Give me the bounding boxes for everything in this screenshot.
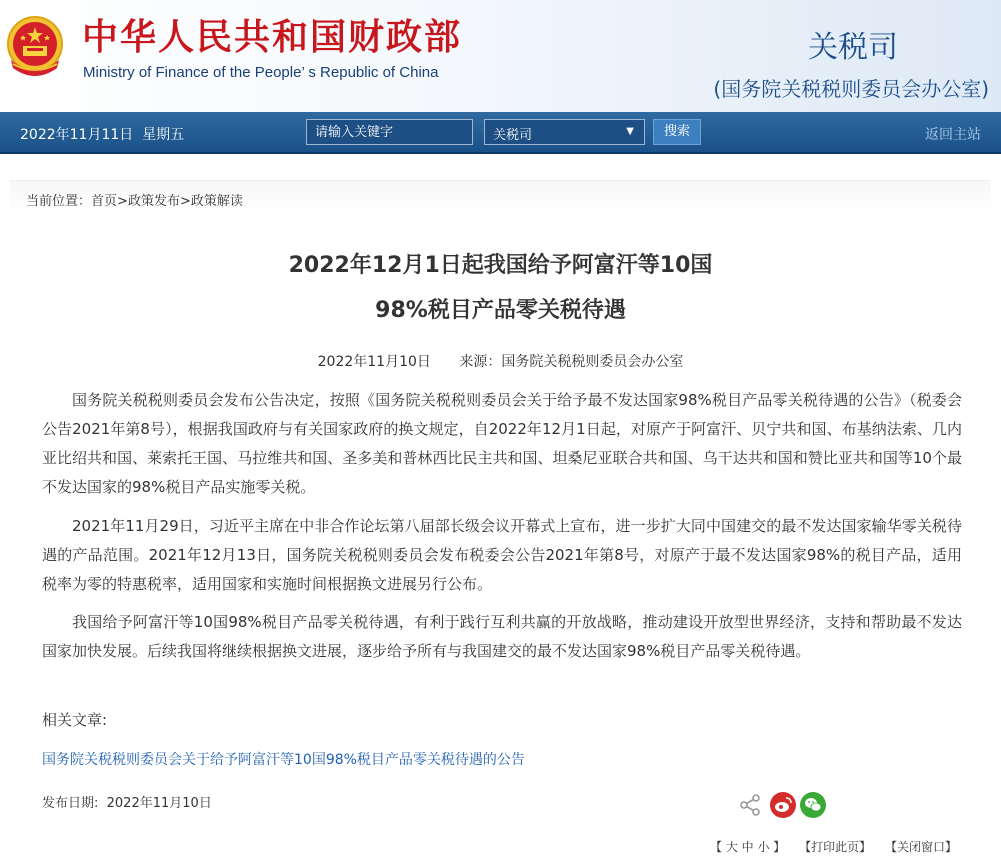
search-scope-value: 关税司 bbox=[493, 128, 533, 143]
article-title-line2: 98%税目产品零关税待遇 bbox=[375, 298, 626, 323]
breadcrumb-policy-release[interactable]: 政策发布 bbox=[127, 194, 180, 209]
page-tools bbox=[700, 838, 957, 855]
nav-bar bbox=[0, 112, 1001, 154]
font-size-toggle[interactable]: 【 大 中 小 】 bbox=[710, 840, 786, 854]
related-article-link[interactable]: 国务院关税税则委员会关于给予阿富汗等10国98%税目产品零关税待遇的公告 bbox=[42, 752, 525, 768]
weibo-share-icon[interactable] bbox=[770, 792, 796, 818]
site-header bbox=[0, 0, 1001, 112]
article-meta bbox=[0, 351, 1001, 371]
site-title-cn: 中华人民共和国财政部 bbox=[82, 17, 463, 58]
breadcrumb-home[interactable]: 首页 bbox=[91, 194, 118, 209]
article-source: 来源：国务院关税税则委员会办公室 bbox=[459, 354, 684, 370]
share-icon[interactable] bbox=[737, 792, 763, 818]
current-date: 2022年11月11日 星期五 bbox=[20, 127, 185, 143]
chevron-down-icon: ▼ bbox=[626, 126, 634, 137]
breadcrumb-label: 当前位置： bbox=[26, 194, 92, 209]
national-emblem-icon bbox=[3, 14, 67, 82]
article-title-line1: 2022年12月1日起我国给予阿富汗等10国 bbox=[288, 253, 713, 278]
department-subtitle: (国务院关税税则委员会办公室) bbox=[713, 77, 989, 101]
breadcrumb-policy-interpretation[interactable]: 政策解读 bbox=[190, 194, 243, 209]
article-date: 2022年11月10日 bbox=[317, 354, 431, 370]
home-link[interactable]: 返回主站 bbox=[925, 127, 981, 143]
breadcrumb-bar bbox=[10, 180, 991, 215]
article-paragraph: 国务院关税税则委员会发布公告决定，按照《国务院关税税则委员会关于给予最不发达国家98%税目产品零关税待遇的公告》（税委会公告2021年第8号），根据我国政府与有关国家政府的换文规定，自2022年12月1日起，对原产于阿富汗、贝宁共和国、布基纳法索、几内亚比绍共和国、莱索托王国、马拉维共和国、圣多美和普林西比民主共和国、坦桑尼亚联合共和国、乌干达共和国和赞比亚共和国等10个最不发达国家的98%税目产品实施零关税。 bbox=[42, 391, 962, 496]
breadcrumb bbox=[26, 190, 243, 209]
search-button[interactable]: 搜索 bbox=[653, 119, 701, 145]
related-articles-label: 相关文章: bbox=[42, 711, 108, 729]
site-title-en: Ministry of Finance of the People’ s Republic of China bbox=[83, 64, 439, 81]
breadcrumb-separator: > bbox=[179, 194, 191, 209]
close-window-link[interactable]: 【关闭窗口】 bbox=[884, 840, 957, 854]
publish-date: 发布日期: 2022年11月10日 bbox=[42, 796, 212, 811]
search-scope-select[interactable] bbox=[484, 119, 645, 145]
print-page-link[interactable]: 【打印此页】 bbox=[799, 840, 872, 854]
article-paragraph: 2021年11月29日，习近平主席在中非合作论坛第八届部长级会议开幕式上宣布，进一步扩大同中国建交的最不发达国家输华零关税待遇的产品范围。2021年12月13日，国务院关税税则委员会发布税委会公告2021年第8号，对原产于最不发达国家98%的税目产品，适用税率为零的特惠税率，适用国家和实施时间根据换文进展另行公布。 bbox=[42, 517, 962, 593]
article-paragraph: 我国给予阿富汗等10国98%税目产品零关税待遇，有利于践行互利共赢的开放战略，推动建设开放型世界经济，支持和帮助最不发达国家加快发展。后续我国将继续根据换文进展，逐步给予所有与我国建交的最不发达国家98%税目产品零关税待遇。 bbox=[42, 613, 962, 660]
breadcrumb-separator: > bbox=[117, 194, 128, 209]
department-name: 关税司 bbox=[808, 30, 898, 65]
search-input[interactable] bbox=[306, 119, 473, 145]
wechat-share-icon[interactable] bbox=[800, 792, 826, 818]
